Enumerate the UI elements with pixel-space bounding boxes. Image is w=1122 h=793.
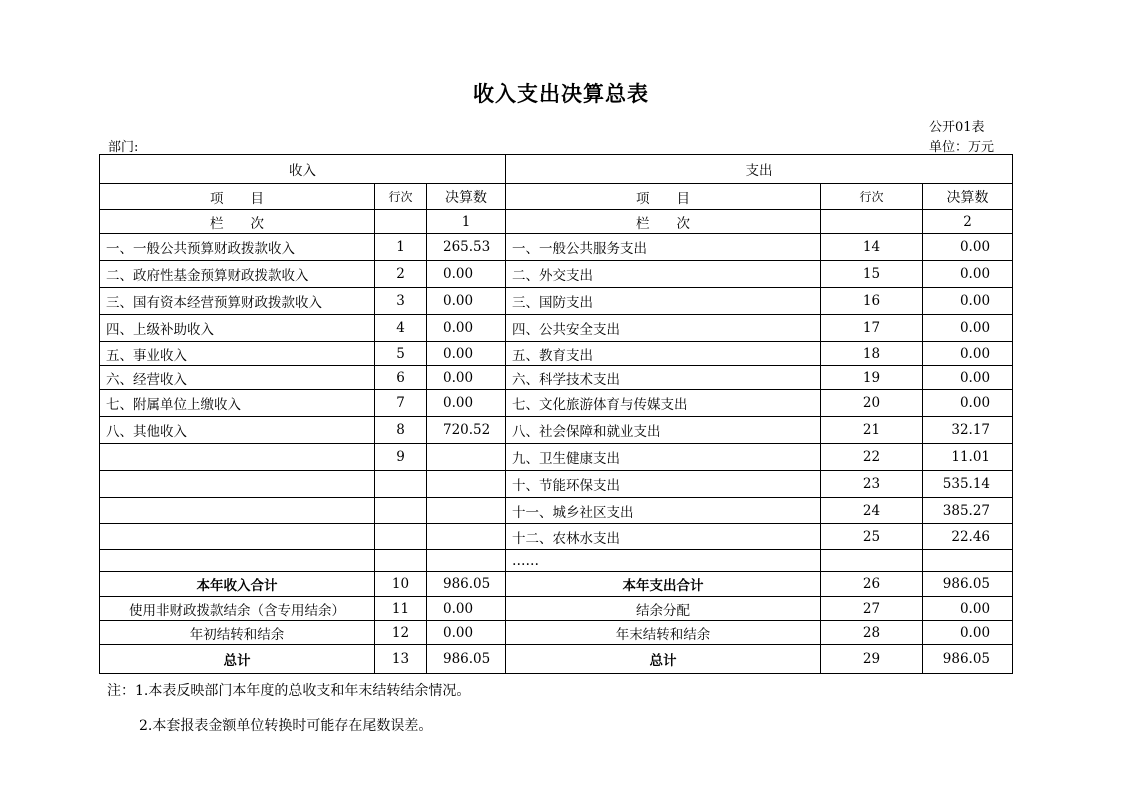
expense-line-number: 29 xyxy=(821,645,923,674)
expense-amount: 0.00 xyxy=(923,234,1013,261)
column-header-row xyxy=(100,184,1013,210)
income-line-number: 3 xyxy=(375,288,427,315)
income-item-header: 项 目 xyxy=(100,184,375,210)
expense-line-number: 14 xyxy=(821,234,923,261)
expense-amount: 32.17 xyxy=(923,417,1013,444)
income-total-item: 总计 xyxy=(100,645,375,674)
expense-item-header: 项 目 xyxy=(506,184,821,210)
expense-item: 六、科学技术支出 xyxy=(506,366,821,390)
income-item xyxy=(100,444,375,471)
income-item: 一、一般公共预算财政拨款收入 xyxy=(100,234,375,261)
expense-section-header: 支出 xyxy=(506,155,1013,184)
expense-item: 九、卫生健康支出 xyxy=(506,444,821,471)
income-item: 二、政府性基金预算财政拨款收入 xyxy=(100,261,375,288)
income-amount: 0.00 xyxy=(427,597,506,621)
page-title: 收入支出决算总表 xyxy=(473,81,649,106)
expense-total-item: 结余分配 xyxy=(506,597,821,621)
section-header-row xyxy=(100,155,1013,184)
expense-line-number: 25 xyxy=(821,524,923,550)
income-item xyxy=(100,498,375,524)
total-row xyxy=(100,572,1013,597)
expense-amount xyxy=(923,550,1013,572)
expense-amount: 0.00 xyxy=(923,261,1013,288)
empty-cell xyxy=(375,210,427,234)
expense-item: 一、一般公共服务支出 xyxy=(506,234,821,261)
income-amount: 265.53 xyxy=(427,234,506,261)
income-total-item: 年初结转和结余 xyxy=(100,621,375,645)
expense-line-number: 19 xyxy=(821,366,923,390)
income-amount xyxy=(427,524,506,550)
income-amount: 0.00 xyxy=(427,366,506,390)
income-amount xyxy=(427,444,506,471)
expense-line-number: 27 xyxy=(821,597,923,621)
income-amount: 986.05 xyxy=(427,645,506,674)
expense-column-label: 栏 次 xyxy=(506,210,821,234)
table-row xyxy=(100,342,1013,366)
income-line-number: 10 xyxy=(375,572,427,597)
income-line-number: 12 xyxy=(375,621,427,645)
income-expense-table xyxy=(99,154,1013,674)
expense-line-number: 24 xyxy=(821,498,923,524)
table-row xyxy=(100,550,1013,572)
income-line-number xyxy=(375,498,427,524)
income-line-number: 6 xyxy=(375,366,427,390)
income-section-header: 收入 xyxy=(100,155,506,184)
income-total-item: 使用非财政拨款结余（含专用结余） xyxy=(100,597,375,621)
total-row xyxy=(100,621,1013,645)
table-row xyxy=(100,498,1013,524)
expense-column-number: 2 xyxy=(923,210,1013,234)
empty-cell xyxy=(821,210,923,234)
unit-label: 单位：万元 xyxy=(929,140,995,155)
income-line-number: 4 xyxy=(375,315,427,342)
expense-line-number: 20 xyxy=(821,390,923,417)
expense-amount: 0.00 xyxy=(923,597,1013,621)
income-item: 三、国有资本经营预算财政拨款收入 xyxy=(100,288,375,315)
expense-line-number: 22 xyxy=(821,444,923,471)
income-amount-header: 决算数 xyxy=(427,184,506,210)
table-row xyxy=(100,315,1013,342)
expense-line-number: 21 xyxy=(821,417,923,444)
income-item: 六、经营收入 xyxy=(100,366,375,390)
income-item xyxy=(100,524,375,550)
income-amount xyxy=(427,550,506,572)
income-item xyxy=(100,550,375,572)
expense-item: 五、教育支出 xyxy=(506,342,821,366)
income-column-label: 栏 次 xyxy=(100,210,375,234)
income-amount: 0.00 xyxy=(427,315,506,342)
expense-item: 十二、农林水支出 xyxy=(506,524,821,550)
income-line-number: 11 xyxy=(375,597,427,621)
expense-item: 二、外交支出 xyxy=(506,261,821,288)
column-number-row xyxy=(100,210,1013,234)
income-amount: 0.00 xyxy=(427,390,506,417)
expense-amount: 986.05 xyxy=(923,645,1013,674)
expense-amount: 0.00 xyxy=(923,390,1013,417)
expense-amount: 0.00 xyxy=(923,621,1013,645)
expense-item: 三、国防支出 xyxy=(506,288,821,315)
expense-line-number: 26 xyxy=(821,572,923,597)
expense-line-number: 18 xyxy=(821,342,923,366)
income-amount: 720.52 xyxy=(427,417,506,444)
expense-total-item: 总计 xyxy=(506,645,821,674)
table-row xyxy=(100,234,1013,261)
income-item: 七、附属单位上缴收入 xyxy=(100,390,375,417)
income-line-header: 行次 xyxy=(375,184,427,210)
table-row xyxy=(100,390,1013,417)
note-2: 2.本套报表金额单位转换时可能存在尾数误差。 xyxy=(139,718,433,734)
income-item xyxy=(100,471,375,498)
income-amount: 0.00 xyxy=(427,621,506,645)
table-row xyxy=(100,261,1013,288)
expense-amount: 0.00 xyxy=(923,342,1013,366)
income-line-number: 8 xyxy=(375,417,427,444)
expense-line-number: 23 xyxy=(821,471,923,498)
table-row xyxy=(100,471,1013,498)
expense-item: 七、文化旅游体育与传媒支出 xyxy=(506,390,821,417)
note-1: 注：1.本表反映部门本年度的总收支和年末结转结余情况。 xyxy=(107,683,471,699)
income-line-number xyxy=(375,471,427,498)
income-amount: 0.00 xyxy=(427,342,506,366)
expense-amount: 11.01 xyxy=(923,444,1013,471)
expense-item: 十、节能环保支出 xyxy=(506,471,821,498)
income-amount: 986.05 xyxy=(427,572,506,597)
expense-line-number xyxy=(821,550,923,572)
income-line-number: 13 xyxy=(375,645,427,674)
income-line-number: 2 xyxy=(375,261,427,288)
income-amount xyxy=(427,471,506,498)
income-column-number: 1 xyxy=(427,210,506,234)
income-line-number: 7 xyxy=(375,390,427,417)
income-line-number: 9 xyxy=(375,444,427,471)
expense-item: 八、社会保障和就业支出 xyxy=(506,417,821,444)
expense-amount: 986.05 xyxy=(923,572,1013,597)
income-amount xyxy=(427,498,506,524)
income-total-item: 本年收入合计 xyxy=(100,572,375,597)
income-line-number: 5 xyxy=(375,342,427,366)
expense-item: 四、公共安全支出 xyxy=(506,315,821,342)
total-row xyxy=(100,597,1013,621)
expense-total-item: 年末结转和结余 xyxy=(506,621,821,645)
expense-item: 十一、城乡社区支出 xyxy=(506,498,821,524)
table-row xyxy=(100,444,1013,471)
income-item: 五、事业收入 xyxy=(100,342,375,366)
income-line-number xyxy=(375,550,427,572)
table-row xyxy=(100,366,1013,390)
expense-amount: 385.27 xyxy=(923,498,1013,524)
expense-amount: 0.00 xyxy=(923,315,1013,342)
income-amount: 0.00 xyxy=(427,288,506,315)
expense-amount: 0.00 xyxy=(923,288,1013,315)
expense-line-header: 行次 xyxy=(821,184,923,210)
table-row xyxy=(100,288,1013,315)
form-number: 公开01表 xyxy=(929,120,985,135)
expense-line-number: 16 xyxy=(821,288,923,315)
income-line-number: 1 xyxy=(375,234,427,261)
table-row xyxy=(100,524,1013,550)
income-line-number xyxy=(375,524,427,550)
expense-line-number: 15 xyxy=(821,261,923,288)
expense-line-number: 28 xyxy=(821,621,923,645)
expense-line-number: 17 xyxy=(821,315,923,342)
expense-amount-header: 决算数 xyxy=(923,184,1013,210)
expense-item: …… xyxy=(506,550,821,572)
department-label: 部门: xyxy=(108,140,139,155)
income-amount: 0.00 xyxy=(427,261,506,288)
expense-total-item: 本年支出合计 xyxy=(506,572,821,597)
expense-amount: 0.00 xyxy=(923,366,1013,390)
income-item: 四、上级补助收入 xyxy=(100,315,375,342)
expense-amount: 22.46 xyxy=(923,524,1013,550)
expense-amount: 535.14 xyxy=(923,471,1013,498)
income-item: 八、其他收入 xyxy=(100,417,375,444)
table-row xyxy=(100,417,1013,444)
total-row xyxy=(100,645,1013,674)
